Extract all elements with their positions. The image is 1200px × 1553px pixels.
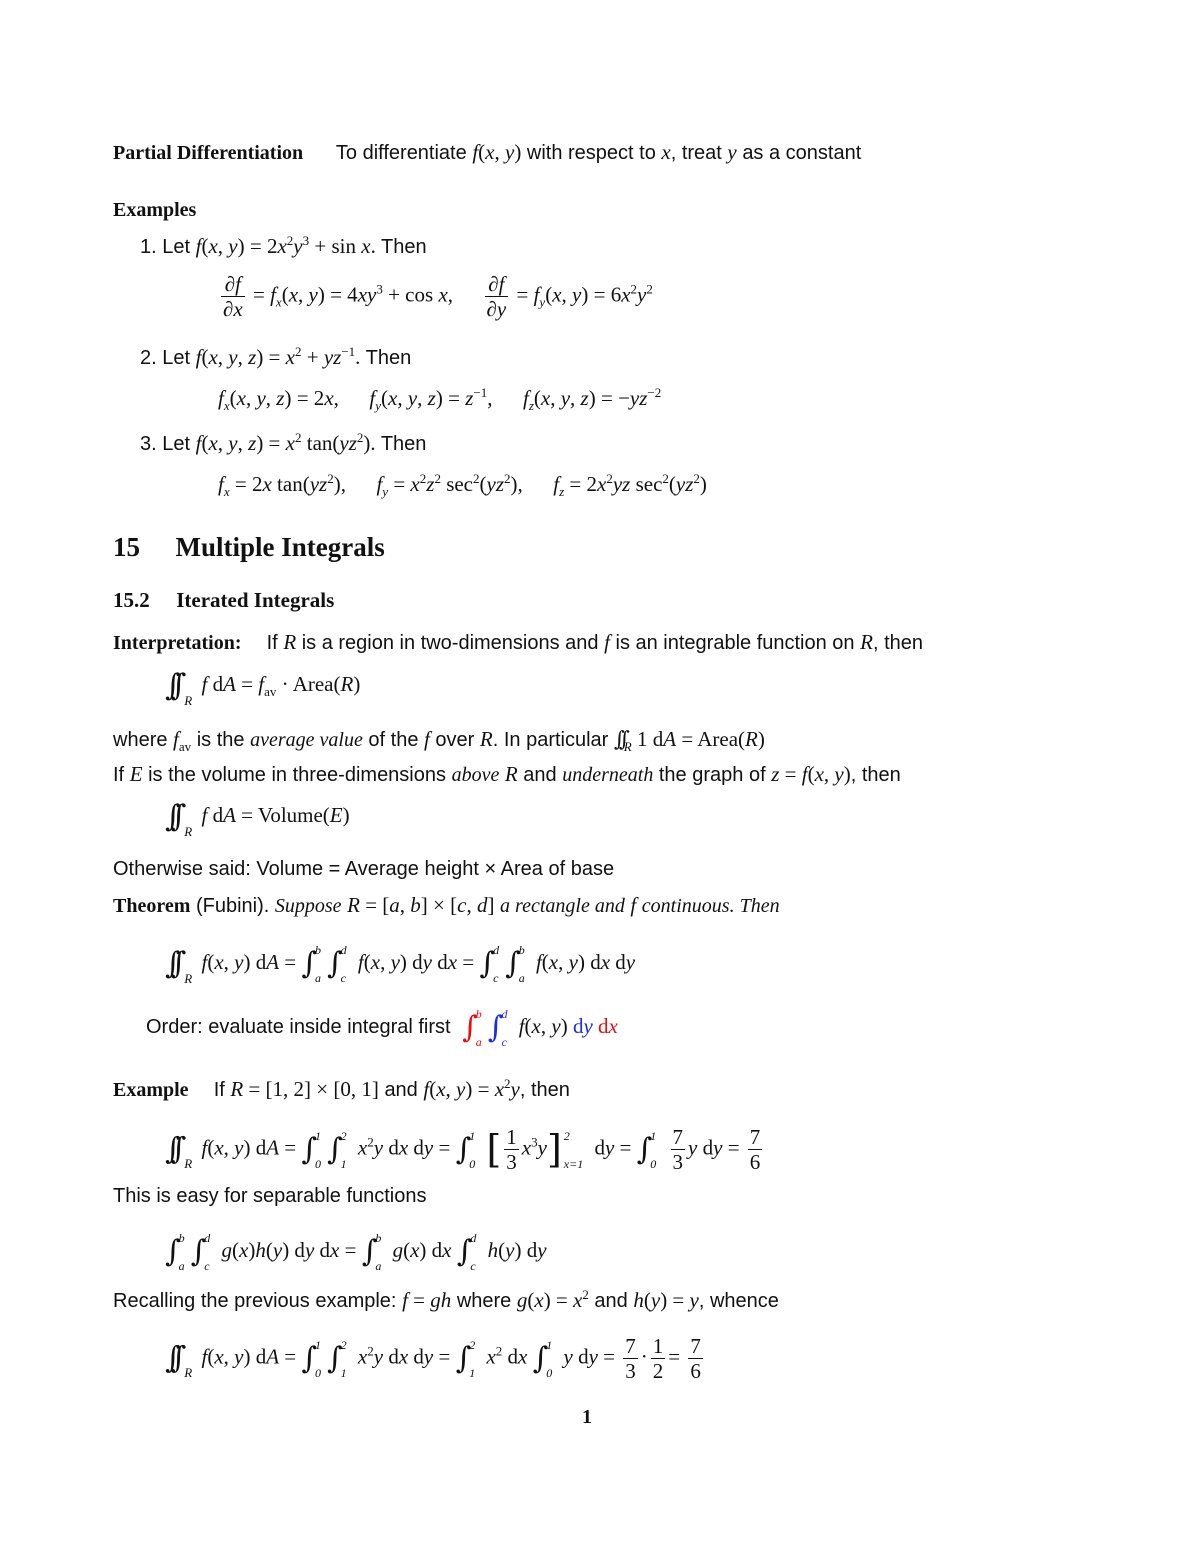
recalling-line: Recalling the previous example: f = gh where $g(x) = x^2$ and h(y) = y, whence [113, 1287, 779, 1312]
intro-y: y [727, 140, 737, 164]
intro-mid: with respect to [526, 142, 656, 164]
volume-then: , then [850, 764, 901, 786]
section-15-2-number: 15.2 [113, 588, 150, 612]
section-15-2-heading [113, 588, 334, 613]
separable-formula: ∫ b a ∫ d c g(x)h(y) dy dx = ∫ b a g(x) dx ∫ d c h(y) dy [165, 1231, 547, 1273]
recalling-text: Recalling the previous example: [113, 1290, 397, 1312]
example-1-line: 1. Let f(x, $y) = 2x^2y^3 + \sin x$. Then [140, 233, 427, 258]
example-1-let: Let [162, 236, 191, 258]
example-3-then: Then [380, 433, 427, 455]
underneath-term: underneath [562, 764, 654, 786]
separable-line: This is easy for separable functions [113, 1185, 427, 1207]
where-favg-line: where $f_{av}$ is the average value of the f over R. In particular $\int\int_R$ 1 dA = Area(R) [113, 727, 765, 755]
example-and: and [384, 1079, 418, 1101]
partial-differentiation-heading: Partial Differentiation [113, 142, 304, 164]
example-2-let: Let [162, 347, 191, 369]
intro-prefix: To differentiate [335, 142, 467, 164]
theorem-statement-end: continuous. Then [641, 895, 780, 917]
section-15-heading [113, 531, 385, 563]
interpretation-label: Interpretation: [113, 632, 242, 654]
order-line: Order: evaluate inside integral first ∫ b a ∫ d c f(x, y) dy dx [146, 1007, 618, 1049]
volume-and: and [523, 764, 557, 786]
examples-heading: Examples [113, 199, 197, 221]
intro-suffix: as a constant [742, 142, 862, 164]
integral-volume: ∫∫ $_R$ f dA = Volume(E) [165, 799, 350, 839]
interpretation-line: Interpretation: If R is a region in two-dimensions and f is an integrable function on R, then [113, 630, 923, 654]
where-mid: is the [196, 729, 245, 751]
volume-mid: is the volume in three-dimensions [148, 764, 446, 786]
page-number: 1 [582, 1406, 592, 1428]
intro-fxy: f(x, y) [472, 140, 522, 164]
intro-comma: , treat [670, 142, 722, 164]
example-then: , then [519, 1079, 570, 1101]
integral-average-value: ∫∫ $_R$ f dA = $f_{av}$ · Area(R) [165, 668, 361, 708]
otherwise-said-line: Otherwise said: Volume = Average height × Area of base [113, 858, 615, 880]
recalling-computation: ∫∫ $_R$ f(x, y) dA = ∫ 1 0 ∫ 2 1 $x^2y$ dx dy = ∫ 2 1 $x^2$ dx ∫ 1 0 y dy = $\frac{7}{3}$ · $\frac{1}{2}$ = $\frac{7}{6}$ [165, 1334, 701, 1384]
example-2-label: 2. [140, 347, 157, 369]
order-text: Order: evaluate inside integral first [146, 1015, 451, 1038]
theorem-name: (Fubini). [195, 895, 270, 917]
in-particular: . In particular [492, 729, 609, 751]
section-15-number: 15 [113, 532, 140, 562]
example-3-label: 3. [140, 433, 157, 455]
example-3-line: 3. Let f(x, y, $z) = x^2$ $\tan(yz^2)$. Then [140, 430, 427, 455]
theorem-suppose: Suppose [274, 895, 342, 917]
example-2-then: Then [365, 347, 412, 369]
example-label: Example [113, 1079, 189, 1101]
example-3-derivatives: $f_x = 2x$ $\tan(yz^2)$, $f_y = x^2z^2$ $\sec^2(yz^2)$, $f_z = 2x^2yz$ $\sec^2(yz^2)$ [218, 471, 707, 500]
partial-differentiation-line [113, 140, 861, 165]
volume-if: If [113, 764, 125, 786]
section-15-2-title: Iterated Integrals [176, 588, 335, 612]
above-term: above [451, 764, 500, 786]
example-3-let: Let [162, 433, 191, 455]
interp-text4: , then [872, 632, 923, 654]
example-2-derivatives: $f_x(x$, y, z) = 2x, $f_y(x$, y, $z) = z^{-1}$, $f_z(x$, y, $z) = -yz^{-2}$ [218, 385, 662, 414]
where-prefix: where [113, 729, 168, 751]
recalling-whence: , whence [698, 1290, 779, 1312]
interp-text3: is an integrable function on [615, 632, 855, 654]
where-mid3: over [435, 729, 475, 751]
example-1-derivatives: $\frac{\partial f}{\partial x}$ = $f_x(x$, $y) = 4xy^3 + \cos x$, $\frac{\partial f}{\partial y}$ = $f_y(x$, $y) = 6x^2y^2$ [223, 272, 653, 322]
example-2-line: 2. Let f(x, y, $z) = x^2 + yz^{-1}$. Then [140, 344, 412, 369]
intro-x: x [661, 140, 671, 164]
recalling-where: where [456, 1290, 512, 1312]
fubini-theorem-line: Theorem (Fubini). Suppose R = [a, b] × [c, d] a rectangle and f continuous. Then [113, 893, 780, 917]
graph-of: the graph of [658, 764, 766, 786]
interp-text2: is a region in two-dimensions and [301, 632, 599, 654]
volume-line: If E is the volume in three-dimensions above R and underneath the graph of z = f(x, y), then [113, 762, 901, 786]
example-if: If [213, 1079, 225, 1101]
average-value-term: average value [250, 729, 363, 751]
example-if-line: Example If R = [1, 2] × [0, 1] and f(x, $y) = x^2y$, then [113, 1076, 570, 1101]
interp-text1: If [266, 632, 278, 654]
example-computation: ∫∫ $_R$ f(x, y) dA = ∫ 1 0 ∫ 2 1 $x^2y$ dx dy = ∫ 1 0 [ $\frac{1}{3}$ $x^3y$] 2 x=1 dy = ∫ 1 0 $\frac{7}{3}$ y dy = $\frac{7}{6}$ [165, 1125, 761, 1175]
recalling-and: and [594, 1290, 628, 1312]
where-mid2: of the [368, 729, 419, 751]
example-1-then: Then [381, 236, 427, 258]
theorem-statement-mid: a rectangle and [500, 895, 625, 917]
example-1-label: 1. [140, 236, 157, 258]
fubini-formula: ∫∫ $_R$ f(x, y) dA = ∫ b a ∫ d c f(x, y) dy dx = ∫ d c ∫ b a f(x, y) dx dy [165, 943, 636, 986]
theorem-label: Theorem [113, 895, 191, 917]
section-15-title: Multiple Integrals [175, 532, 385, 562]
